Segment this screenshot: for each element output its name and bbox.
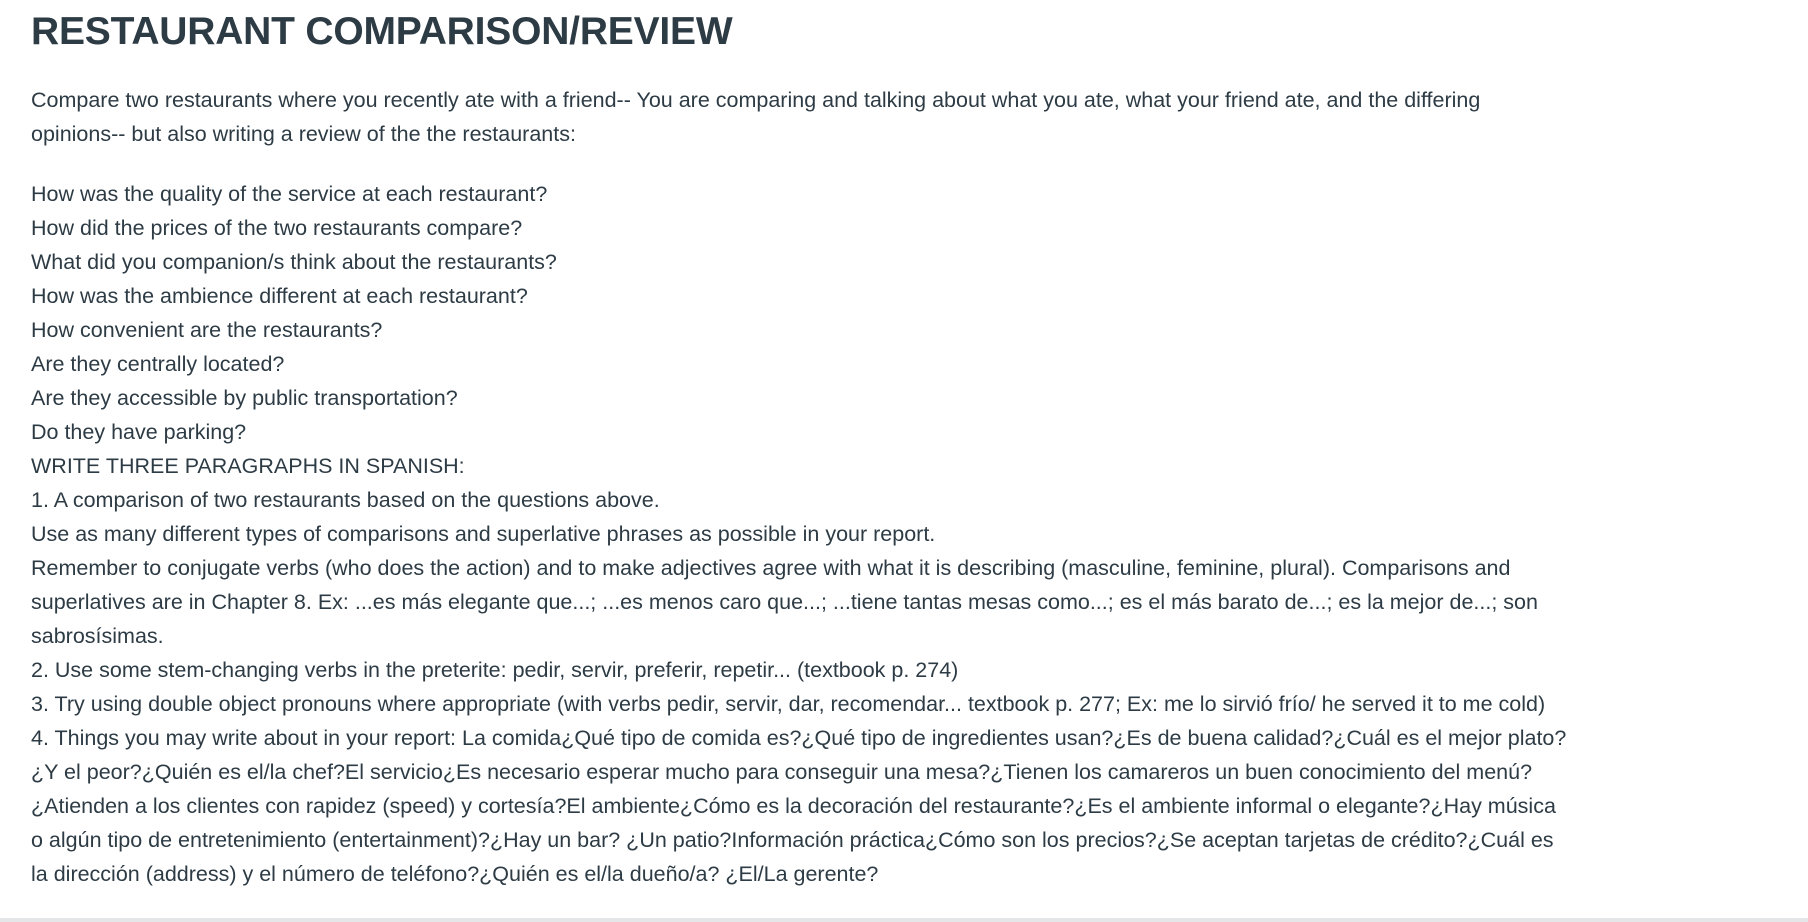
intro-paragraph: Compare two restaurants where you recently ate with a friend-- You are comparing and talking about what you ate, what your friend ate, and the differing opinions-- but also writing a review of the the restaurants: [31,88,1481,146]
instruction-conjugate: Remember to conjugate verbs (who does the action) and to make adjectives agree with what it is describing (masculine, feminine, plural). Comparisons and superlatives are in Chapter 8. Ex: ...es más elegante que...; ...es menos caro que...; ...tiene tantas mesas como...; es el más barato de...; es la mejor de...; son sabrosísimas. [31,556,1538,648]
instruction-heading: WRITE THREE PARAGRAPHS IN SPANISH: [31,454,465,478]
instruction-comparisons: Use as many different types of comparisons and superlative phrases as possible in your report. [31,522,936,546]
instruction-4: 4. Things you may write about in your report: La comida¿Qué tipo de comida es?¿Qué tipo de ingredientes usan?¿Es de buena calidad?¿Cuál es el mejor plato? ¿Y el peor?¿Quién es el/la chef?El servicio¿Es necesario esperar mucho para conseguir una mesa?¿Tienen los camareros un buen conocimiento del menú?¿Atienden a los clientes con rapidez (speed) y cortesía?El ambiente¿Cómo es la decoración del restaurante?¿Es el ambiente informal o elegante?¿Hay música o algún tipo de entretenimiento (entertainment)?¿Hay un bar? ¿Un patio?Información práctica¿Cómo son los precios?¿Se aceptan tarjetas de crédito?¿Cuál es la dirección (address) y el número de teléfono?¿Quién es el/la dueño/a? ¿El/La gerente? [31,726,1567,886]
instruction-2: 2. Use some stem-changing verbs in the preterite: pedir, servir, preferir, repetir... (textbook p. 274) [31,658,959,682]
question-companion: What did you companion/s think about the restaurants? [31,250,557,274]
question-location: Are they centrally located? [31,352,285,376]
assignment-content [31,8,1571,891]
assignment-instructions [31,177,1571,891]
bottom-divider [0,918,1808,922]
question-parking: Do they have parking? [31,420,247,444]
instruction-3: 3. Try using double object pronouns where appropriate (with verbs pedir, servir, dar, recomendar... textbook p. 277; Ex: me lo sirvió frío/ he served it to me cold) [31,692,1546,716]
question-convenience: How convenient are the restaurants? [31,318,383,342]
question-transportation: Are they accessible by public transportation? [31,386,458,410]
question-service: How was the quality of the service at each restaurant? [31,182,548,206]
page-title: RESTAURANT COMPARISON/REVIEW [31,10,733,53]
question-prices: How did the prices of the two restaurants compare? [31,216,523,240]
question-ambience: How was the ambience different at each restaurant? [31,284,528,308]
instruction-1: 1. A comparison of two restaurants based on the questions above. [31,488,660,512]
